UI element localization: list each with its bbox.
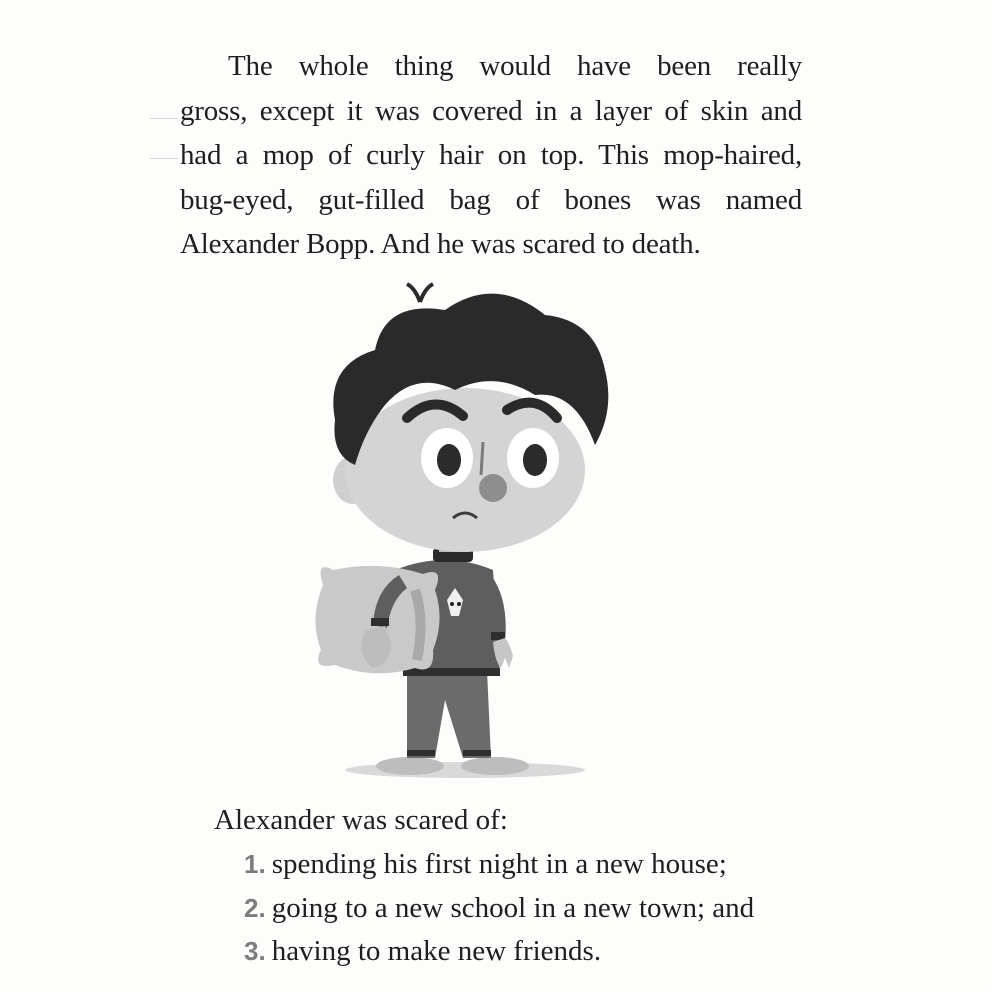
list-item: [244, 887, 754, 931]
nose: [479, 474, 507, 502]
list-number: 2.: [244, 892, 266, 923]
scared-of-list: [244, 843, 754, 974]
margin-mark: [150, 118, 178, 119]
pants: [407, 670, 491, 758]
list-item-text: spending his first night in a new house;: [271, 848, 727, 880]
list-number: 1.: [244, 849, 266, 879]
list-number: 3.: [244, 936, 266, 966]
list-item-text: having to make new friends.: [271, 935, 602, 967]
paragraph-line: Alexander Bopp. And he was scared to death.: [180, 228, 701, 260]
left-foot: [376, 757, 444, 775]
list-intro: Alexander was scared of:: [214, 804, 508, 836]
paragraph-line: gross, except it was covered in a layer of skin and: [180, 94, 802, 127]
list-item: [244, 843, 754, 887]
boy-holding-pillow-illustration: [295, 270, 625, 790]
paragraph-line: The whole thing would have been really: [228, 50, 802, 82]
paragraph-line: had a mop of curly hair on top. This mop-haired,: [180, 139, 802, 171]
list-item: [244, 930, 754, 974]
right-foot: [461, 757, 529, 775]
list-item-text: going to a new school in a new town; and: [271, 891, 755, 924]
story-paragraph: [180, 44, 802, 267]
margin-mark: [150, 158, 178, 159]
paragraph-line: bug-eyed, gut-filled bag of bones was named: [180, 183, 802, 216]
